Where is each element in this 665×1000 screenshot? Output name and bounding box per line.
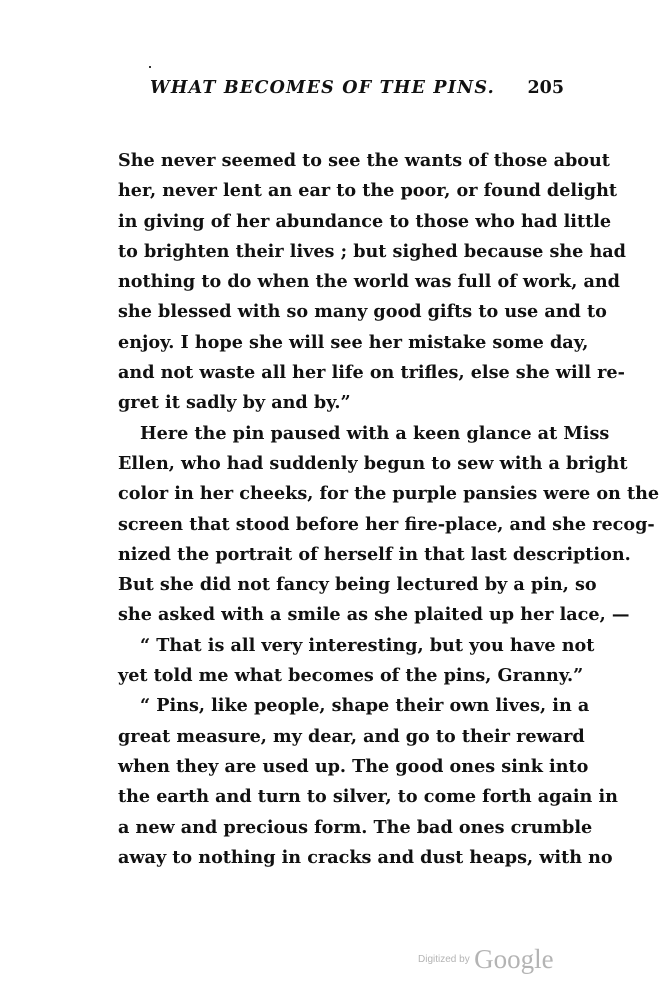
page-number: 205 <box>527 78 564 98</box>
watermark-brand: Google <box>474 944 554 974</box>
text-line: screen that stood before her fire-place, and she recog- <box>118 513 655 535</box>
text-line: nized the portrait of herself in that last description. <box>118 543 631 565</box>
text-line: and not waste all her life on trifles, else she will re- <box>118 362 625 384</box>
text-line: She never seemed to see the wants of those about <box>118 150 610 171</box>
scan-speck <box>149 66 151 68</box>
text-line: nothing to do when the world was full of work, and <box>118 271 620 293</box>
page-header <box>150 78 564 104</box>
text-line: enjoy. I hope she will see her mistake some day, <box>118 331 589 353</box>
text-line: Here the pin paused with a keen glance at Miss <box>140 422 610 444</box>
text-line: to brighten their lives ; but sighed because she had <box>118 240 626 262</box>
text-line: when they are used up. The good ones sink into <box>118 755 589 777</box>
text-line: color in her cheeks, for the purple pansies were on the <box>118 483 660 505</box>
text-line: she asked with a smile as she plaited up her lace, — <box>118 604 630 626</box>
text-line: her, never lent an ear to the poor, or found delight <box>118 180 618 202</box>
text-line: away to nothing in cracks and dust heaps, with no <box>118 846 613 868</box>
running-title: WHAT BECOMES OF THE PINS. <box>150 78 495 98</box>
text-line: “ That is all very interesting, but you have not <box>140 634 595 656</box>
page-body <box>118 146 660 873</box>
text-line: she blessed with so many good gifts to use and to <box>118 301 607 323</box>
text-line: But she did not fancy being lectured by a pin, so <box>118 574 597 596</box>
watermark-prefix: Digitized by <box>418 954 470 965</box>
text-line: gret it sadly by and by.” <box>118 392 351 414</box>
text-line: yet told me what becomes of the pins, Granny.” <box>118 665 584 687</box>
text-line: “ Pins, like people, shape their own lives, in a <box>140 695 590 717</box>
text-line: great measure, my dear, and go to their reward <box>118 725 585 747</box>
digitized-by-google-watermark <box>418 944 554 975</box>
text-line: in giving of her abundance to those who had little <box>118 210 612 232</box>
text-line: a new and precious form. The bad ones crumble <box>118 816 593 838</box>
text-line: Ellen, who had suddenly begun to sew with a bright <box>118 452 628 474</box>
text-line: the earth and turn to silver, to come forth again in <box>118 786 618 808</box>
